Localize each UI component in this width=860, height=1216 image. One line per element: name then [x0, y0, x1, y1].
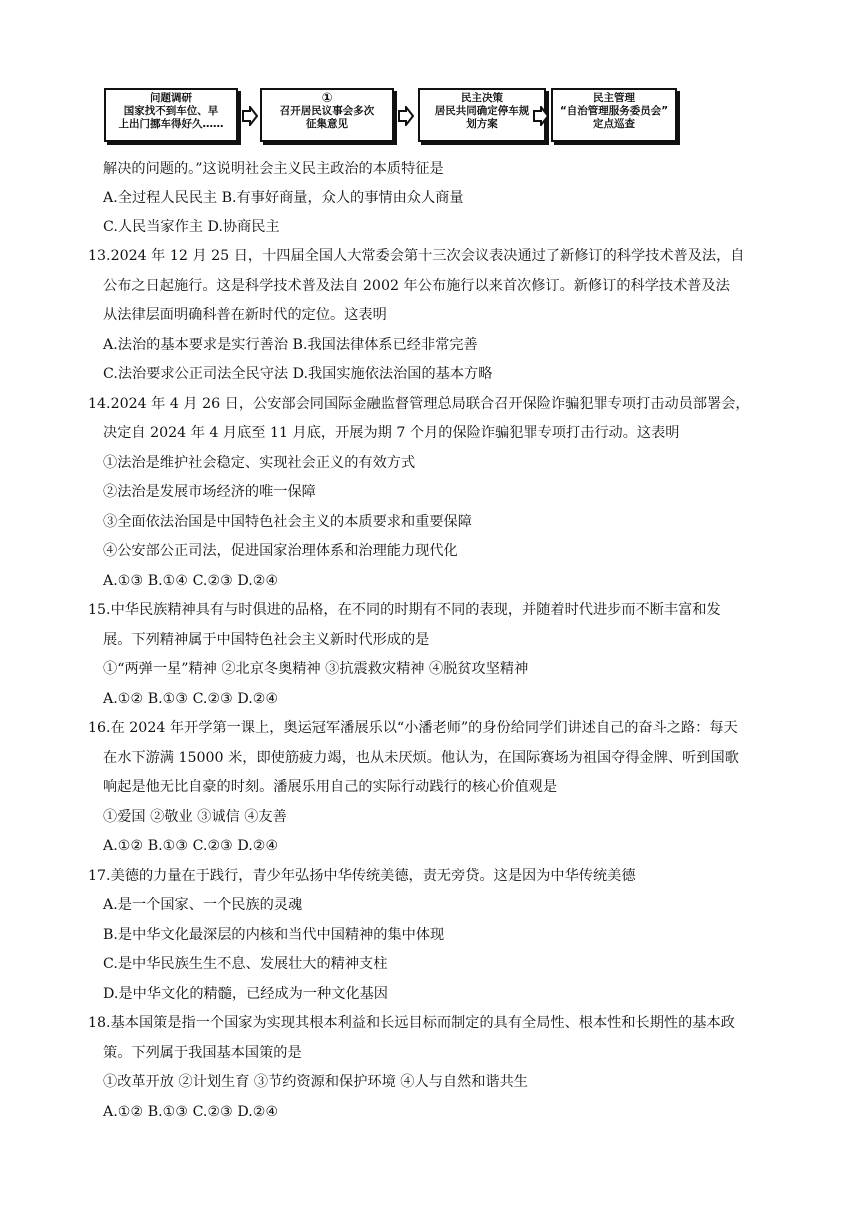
question-14-statement: ②法治是发展市场经济的唯一保障 — [103, 484, 316, 500]
question-16-statements: ①爱国 ②敬业 ③诚信 ④友善 — [103, 809, 287, 825]
flow-step-text: “自治管理服务委员会” — [559, 105, 669, 117]
flow-step-text: 召开居民议事会多次 — [279, 105, 375, 117]
flowchart — [104, 88, 684, 146]
flow-step-decision — [418, 88, 546, 142]
question-12-stem-end: 解决的问题的。”这说明社会主义民主政治的本质特征是 — [103, 161, 444, 177]
question-13-stem: 从法律层面明确科普在新时代的定位。这表明 — [103, 307, 387, 323]
question-16-stem: 16.在 2024 年开学第一课上，奥运冠军潘展乐以“小潘老师”的身份给同学们讲述自己的奋斗之路：每天 — [88, 720, 738, 736]
question-14-options: A.①③ B.①④ C.②③ D.②④ — [103, 573, 279, 589]
flow-step-title: 民主决策 — [461, 92, 503, 104]
question-14-stem: 决定自 2024 年 4 月底至 11 月底，开展为期 7 个月的保险诈骗犯罪专项打击行动。这表明 — [103, 425, 680, 441]
question-12-options-cd: C.人民当家作主 D.协商民主 — [103, 219, 280, 235]
question-17-option-d: D.是中华文化的精髓，已经成为一种文化基因 — [103, 986, 388, 1002]
question-14-statement: ①法治是维护社会稳定、实现社会正义的有效方式 — [103, 455, 416, 471]
flow-step-text: 定点巡查 — [593, 118, 635, 130]
question-18-statements: ①改革开放 ②计划生育 ③节约资源和保护环境 ④人与自然和谐共生 — [103, 1074, 528, 1090]
flow-arrow-icon — [242, 106, 258, 126]
question-14-stem: 14.2024 年 4 月 26 日，公安部会同国际金融监督管理总局联合召开保险诈骗犯罪专项打击动员部署会， — [88, 396, 750, 412]
flow-step-meeting — [260, 88, 394, 142]
flow-step-text: 国家找不到车位、早 — [123, 105, 219, 117]
flow-step-text: 上出门挪车得好久…… — [118, 118, 224, 130]
flow-step-research — [104, 88, 238, 142]
question-13-stem: 13.2024 年 12 月 25 日，十四届全国人大常委会第十三次会议表决通过了新修订的科学技术普及法，自 — [88, 248, 745, 264]
question-15-options: A.①② B.①③ C.②③ D.②④ — [103, 691, 279, 707]
question-17-stem: 17.美德的力量在于践行，青少年弘扬中华传统美德，责无旁贷。这是因为中华传统美德 — [88, 868, 636, 884]
flow-step-text: 征集意见 — [306, 118, 348, 130]
question-14-statement: ④公安部公正司法，促进国家治理体系和治理能力现代化 — [103, 543, 458, 559]
flow-arrow-icon — [398, 106, 414, 126]
question-18-stem: 18.基本国策是指一个国家为实现其根本利益和长远目标而制定的具有全局性、根本性和长期性的基本政 — [88, 1015, 735, 1031]
question-13-stem: 公布之日起施行。这是科学技术普及法自 2002 年公布施行以来首次修订。新修订的科学技术普及法 — [103, 278, 730, 294]
flow-step-text: 划方案 — [466, 118, 498, 130]
question-12-options-ab: A.全过程人民民主 B.有事好商量，众人的事情由众人商量 — [103, 190, 464, 206]
question-18-stem: 策。下列属于我国基本国策的是 — [103, 1045, 302, 1061]
question-14-statement: ③全面依法治国是中国特色社会主义的本质要求和重要保障 — [103, 514, 472, 530]
question-17-option-c: C.是中华民族生生不息、发展壮大的精神支柱 — [103, 956, 388, 972]
flow-step-text: 居民共同确定停车规 — [434, 105, 530, 117]
question-15-stem: 15.中华民族精神具有与时俱进的品格，在不同的时期有不同的表现，并随着时代进步而不断丰富和发 — [88, 602, 721, 618]
question-17-option-a: A.是一个国家、一个民族的灵魂 — [103, 897, 303, 913]
question-18-options: A.①② B.①③ C.②③ D.②④ — [103, 1104, 279, 1120]
question-16-stem: 响起是他无比自豪的时刻。潘展乐用自己的实际行动践行的核心价值观是 — [103, 779, 558, 795]
flow-step-management — [551, 88, 677, 142]
flow-arrow-icon — [533, 106, 549, 126]
flow-step-title: ① — [321, 91, 333, 106]
flow-step-title: 民主管理 — [593, 92, 635, 104]
flow-step-title: 问题调研 — [150, 92, 192, 104]
question-13-options-cd: C.法治要求公正司法全民守法 D.我国实施依法治国的基本方略 — [103, 366, 493, 382]
question-15-stem: 展。下列精神属于中国特色社会主义新时代形成的是 — [103, 632, 430, 648]
question-17-option-b: B.是中华文化最深层的内核和当代中国精神的集中体现 — [103, 927, 445, 943]
question-13-options-ab: A.法治的基本要求是实行善治 B.我国法律体系已经非常完善 — [103, 337, 478, 353]
question-16-options: A.①② B.①③ C.②③ D.②④ — [103, 838, 279, 854]
question-15-statements: ①“两弹一星”精神 ②北京冬奥精神 ③抗震救灾精神 ④脱贫攻坚精神 — [103, 661, 529, 677]
question-16-stem: 在水下游满 15000 米，即使筋疲力竭，也从未厌烦。他认为，在国际赛场为祖国夺得金牌、听到国歌 — [103, 750, 739, 766]
